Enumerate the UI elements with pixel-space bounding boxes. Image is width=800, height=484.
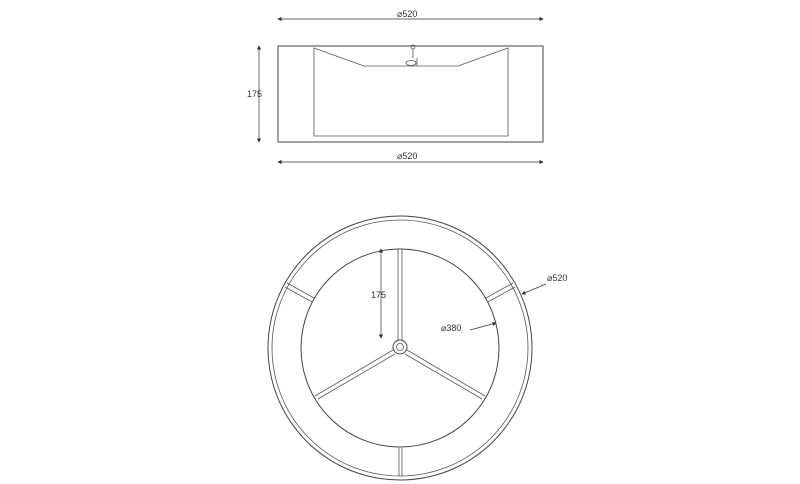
top-view (268, 216, 567, 480)
center-hub-inner (397, 344, 404, 351)
outer-diameter-label: ⌀520 (547, 273, 568, 283)
fitting-detail (406, 45, 417, 66)
side-width-label-top: ⌀520 (397, 9, 418, 19)
outer-diameter-dimension (522, 273, 567, 294)
side-view (247, 9, 543, 162)
inner-ring (301, 249, 499, 447)
inner-diameter-label: ⌀380 (441, 323, 462, 333)
side-width-dimension-top (278, 9, 543, 19)
shade-inner-liner (314, 48, 508, 136)
top-height-dimension (371, 249, 386, 338)
side-width-label-bottom: ⌀520 (397, 151, 418, 161)
center-hub (393, 340, 407, 354)
side-height-dimension (247, 46, 262, 142)
top-height-label: 175 (371, 290, 387, 300)
side-width-dimension-bottom (278, 151, 543, 162)
side-height-label: 175 (247, 89, 263, 99)
outer-ring-inner-edge (272, 220, 528, 476)
outer-ring (268, 216, 532, 480)
inner-diameter-dimension (441, 323, 496, 333)
